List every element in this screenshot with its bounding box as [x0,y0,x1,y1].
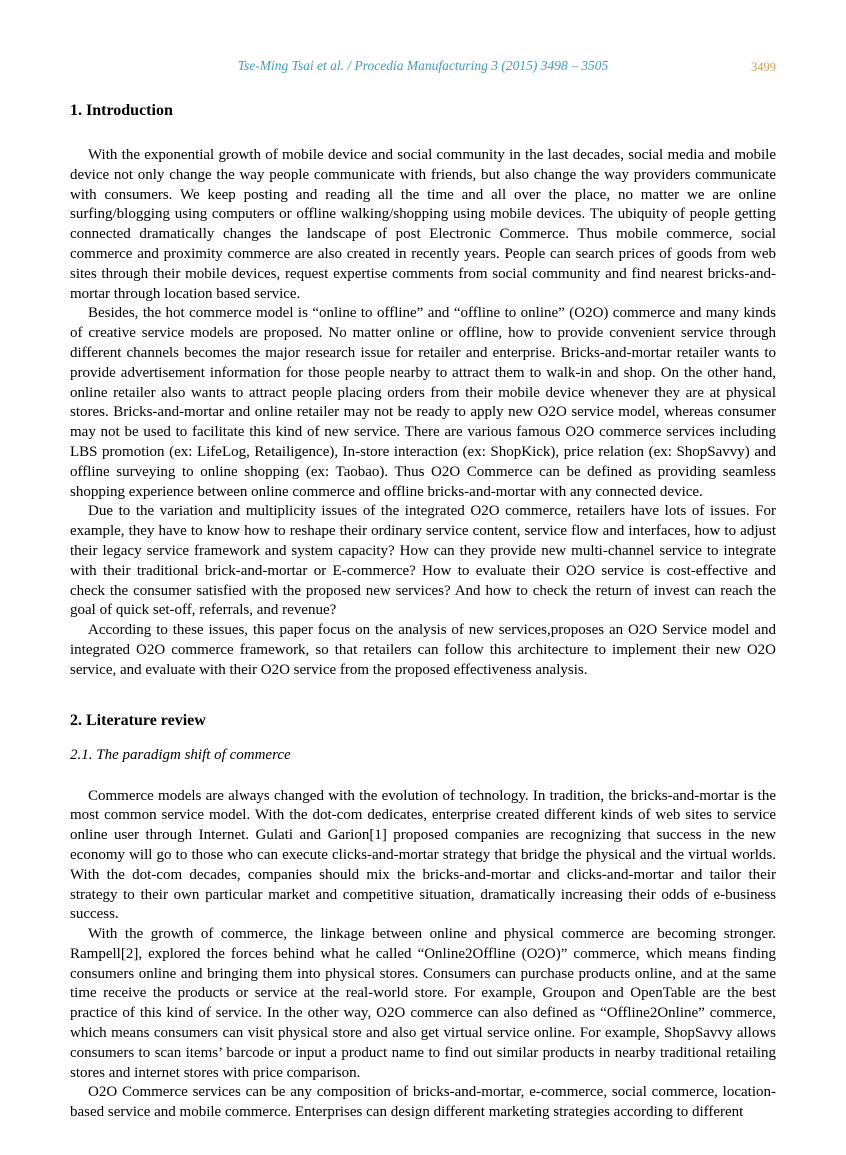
running-head-citation: Tse-Ming Tsai et al. / Procedia Manufacturing 3 (2015) 3498 – 3505 [237,58,609,73]
page-number: 3499 [751,60,776,74]
running-header [70,57,776,75]
intro-paragraph-1: With the exponential growth of mobile device and social community in the last decades, social media and mobile device not only change the way people communicate with friends, but also change the way providers communicate with consumers. We keep posting and reading all the time and all over the place, no matter we are online surfing/blogging using computers or offline walking/shopping using mobile devices. The ubiquity of people getting connected dramatically changes the landscape of post Electronic Commerce. Thus mobile commerce, social commerce and proximity commerce are also created in recently years. People can search prices of goods from web sites through their mobile devices, request expertise comments from social community and find nearest bricks-and-mortar through location based service. [70,147,776,302]
literature-paragraph-3: O2O Commerce services can be any composition of bricks-and-mortar, e-commerce, social commerce, location-based service and mobile commerce. Enterprises can design different marketing strategies according to different [70,1084,776,1121]
literature-paragraph-1: Commerce models are always changed with the evolution of technology. In tradition, the bricks-and-mortar is the most common service model. With the dot-com dedicates, enterprise created different kinds of web sites to service online user through Internet. Gulati and Garion[1] proposed companies are recognizing that success in the new economy will go to those who can execute clicks-and-mortar strategy that bridge the physical and the virtual worlds. With the dot-com decades, companies should mix the bricks-and-mortar and clicks-and-mortar and tailor their strategy to their own particular market and competitive situation, dramatically increasing their odds of e-business success. [70,787,776,923]
section-heading-introduction: 1. Introduction [70,102,173,119]
intro-paragraph-2: Besides, the hot commerce model is “online to offline” and “offline to online” (O2O) commerce and many kinds of creative service models are proposed. No matter online or offline, how to provide convenient service through different channels becomes the major research issue for retailer and enterprise. Bricks-and-mortar retailer wants to provide advertisement information for those people nearby to attract them to walk-in and shop. On the other hand, online retailer also wants to attract people placing orders from their mobile device whenever they are at physical stores. Bricks-and-mortar and online retailer may not be ready to apply new O2O service model, whereas consumer may not be used to facilitate this kind of new service. There are various famous O2O commerce services including LBS promotion (ex: LifeLog, Retailigence), In-store interaction (ex: ShopKick), price relation (ex: ShopSavvy) and offline surveying to online shopping (ex: Taobao). Thus O2O Commerce can be defined as providing seamless shopping experience between online commerce and offline bricks-and-mortar with any connected device. [70,305,776,500]
intro-paragraph-3: Due to the variation and multiplicity issues of the integrated O2O commerce, retailers have lots of issues. For example, they have to know how to reshape their ordinary service content, service flow and interfaces, how to adjust their legacy service framework and system capacity? How can they provide new multi-channel service to integrate with their traditional brick-and-mortar or E-commerce? How to evaluate their O2O service is cost-effective and check the consumer satisfied with the proposed new services? And how to check the return of invest can reach the goal of quick set-off, referrals, and revenue? [70,503,776,619]
section-heading-literature-review: 2. Literature review [70,711,206,729]
paper-body [70,101,776,1123]
literature-paragraph-2: With the growth of commerce, the linkage between online and physical commerce are becoming stronger. Rampell[2], explored the forces behind what he called “Online2Offline (O2O)” commerce, which means finding consumers online and bringing them into physical stores. Consumers can purchase products online, and at the same time receive the products or service at the real-world store. For example, Groupon and OpenTable are the best practice of this kind of service. In the other way, O2O commerce can also defined as “Offline2Online” commerce, which means consumers can visit physical store and also get virtual service online. For example, ShopSavvy allows consumers to scan items’ barcode or input a product name to find out similar products in nearby traditional retailing stores and internet stores with price comparison. [70,926,776,1081]
subsection-heading-paradigm-shift: 2.1. The paradigm shift of commerce [70,746,291,763]
intro-paragraph-4: According to these issues, this paper focus on the analysis of new services,proposes an O2O Service model and integrated O2O commerce framework, so that retailers can follow this architecture to implement their new O2O service, and evaluate with their O2O service from the proposed effectiveness analysis. [70,622,776,678]
